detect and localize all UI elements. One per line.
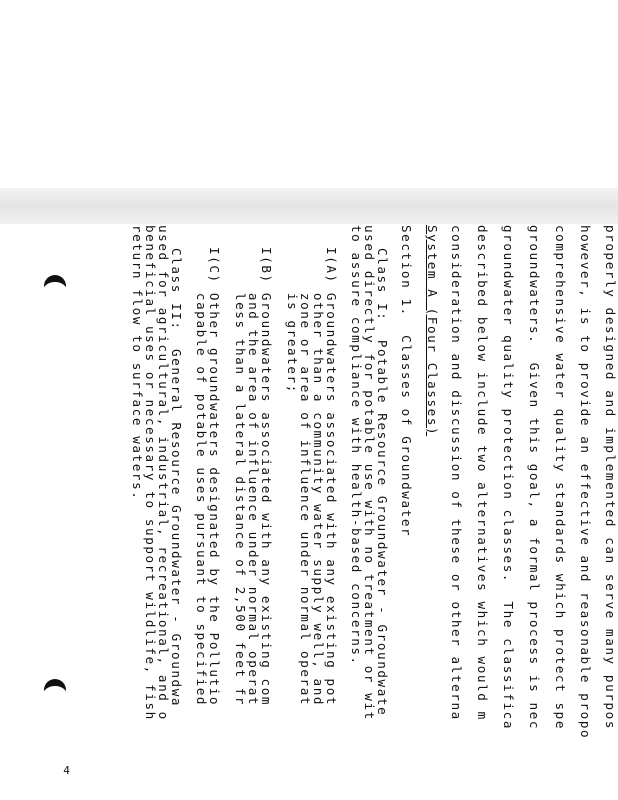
body-line-4: groundwaters. Given this goal, a formal process is nec [527, 225, 542, 731]
body-line-5: groundwater quality protection classes. The classifica [501, 225, 516, 731]
body-line-1: properly designed and implemented can serve many purpos [603, 225, 618, 731]
body-line-3: comprehensive water quality standards which protect spe [553, 225, 568, 731]
ib-line-2: and the area of influence under normal operat [246, 247, 261, 707]
punch-hole-top [44, 275, 66, 297]
ia-line-3: zone or area of influence under normal operat [298, 247, 313, 707]
body-line-7: consideration and discussion of these or other alterna [449, 225, 464, 721]
body-line-2: however, is to provide an effective and reasonable propo [578, 225, 593, 740]
punch-hole-bottom [44, 679, 66, 701]
class1-line-2: used directly for potable use with no treatment or wit [362, 225, 377, 721]
ia-line-1: I(A) Groundwaters associated with any existing pot [324, 247, 339, 707]
ib-line-1: I(B) Groundwaters associated with any existing com [259, 247, 274, 707]
class1-line-3: to assure compliance with health-based concerns. [349, 225, 364, 666]
class2-line-4: return flow to surface waters. [130, 225, 145, 501]
section-heading: Section 1. Classes of Groundwater [399, 225, 414, 538]
class2-line-3: beneficial uses or necessary to support wildlife, fish [143, 225, 158, 721]
ia-line-2: other than a community water supply well, and [311, 247, 326, 707]
system-heading: System A (Four Classes) [425, 225, 440, 437]
ia-line-4: is greater; [285, 247, 300, 394]
ib-line-3: less than a lateral distance of 2,500 feet fr [233, 247, 248, 707]
body-line-6: described below include two alternatives which would m [475, 225, 490, 721]
ic-line-1: I(C) Other groundwaters designated by the Pollutio [207, 247, 222, 707]
class1-line-1: Class I: Potable Resource Groundwater - Groundwate [375, 248, 390, 717]
class2-line-2: used for agricultural, industrial, recreational, and o [156, 225, 171, 721]
page-number: 4 [63, 763, 70, 777]
ic-line-2: capable of potable uses pursuant to specified [194, 247, 209, 707]
class2-line-1: Class II: General Resource Groundwater - Groundwa [169, 248, 184, 708]
